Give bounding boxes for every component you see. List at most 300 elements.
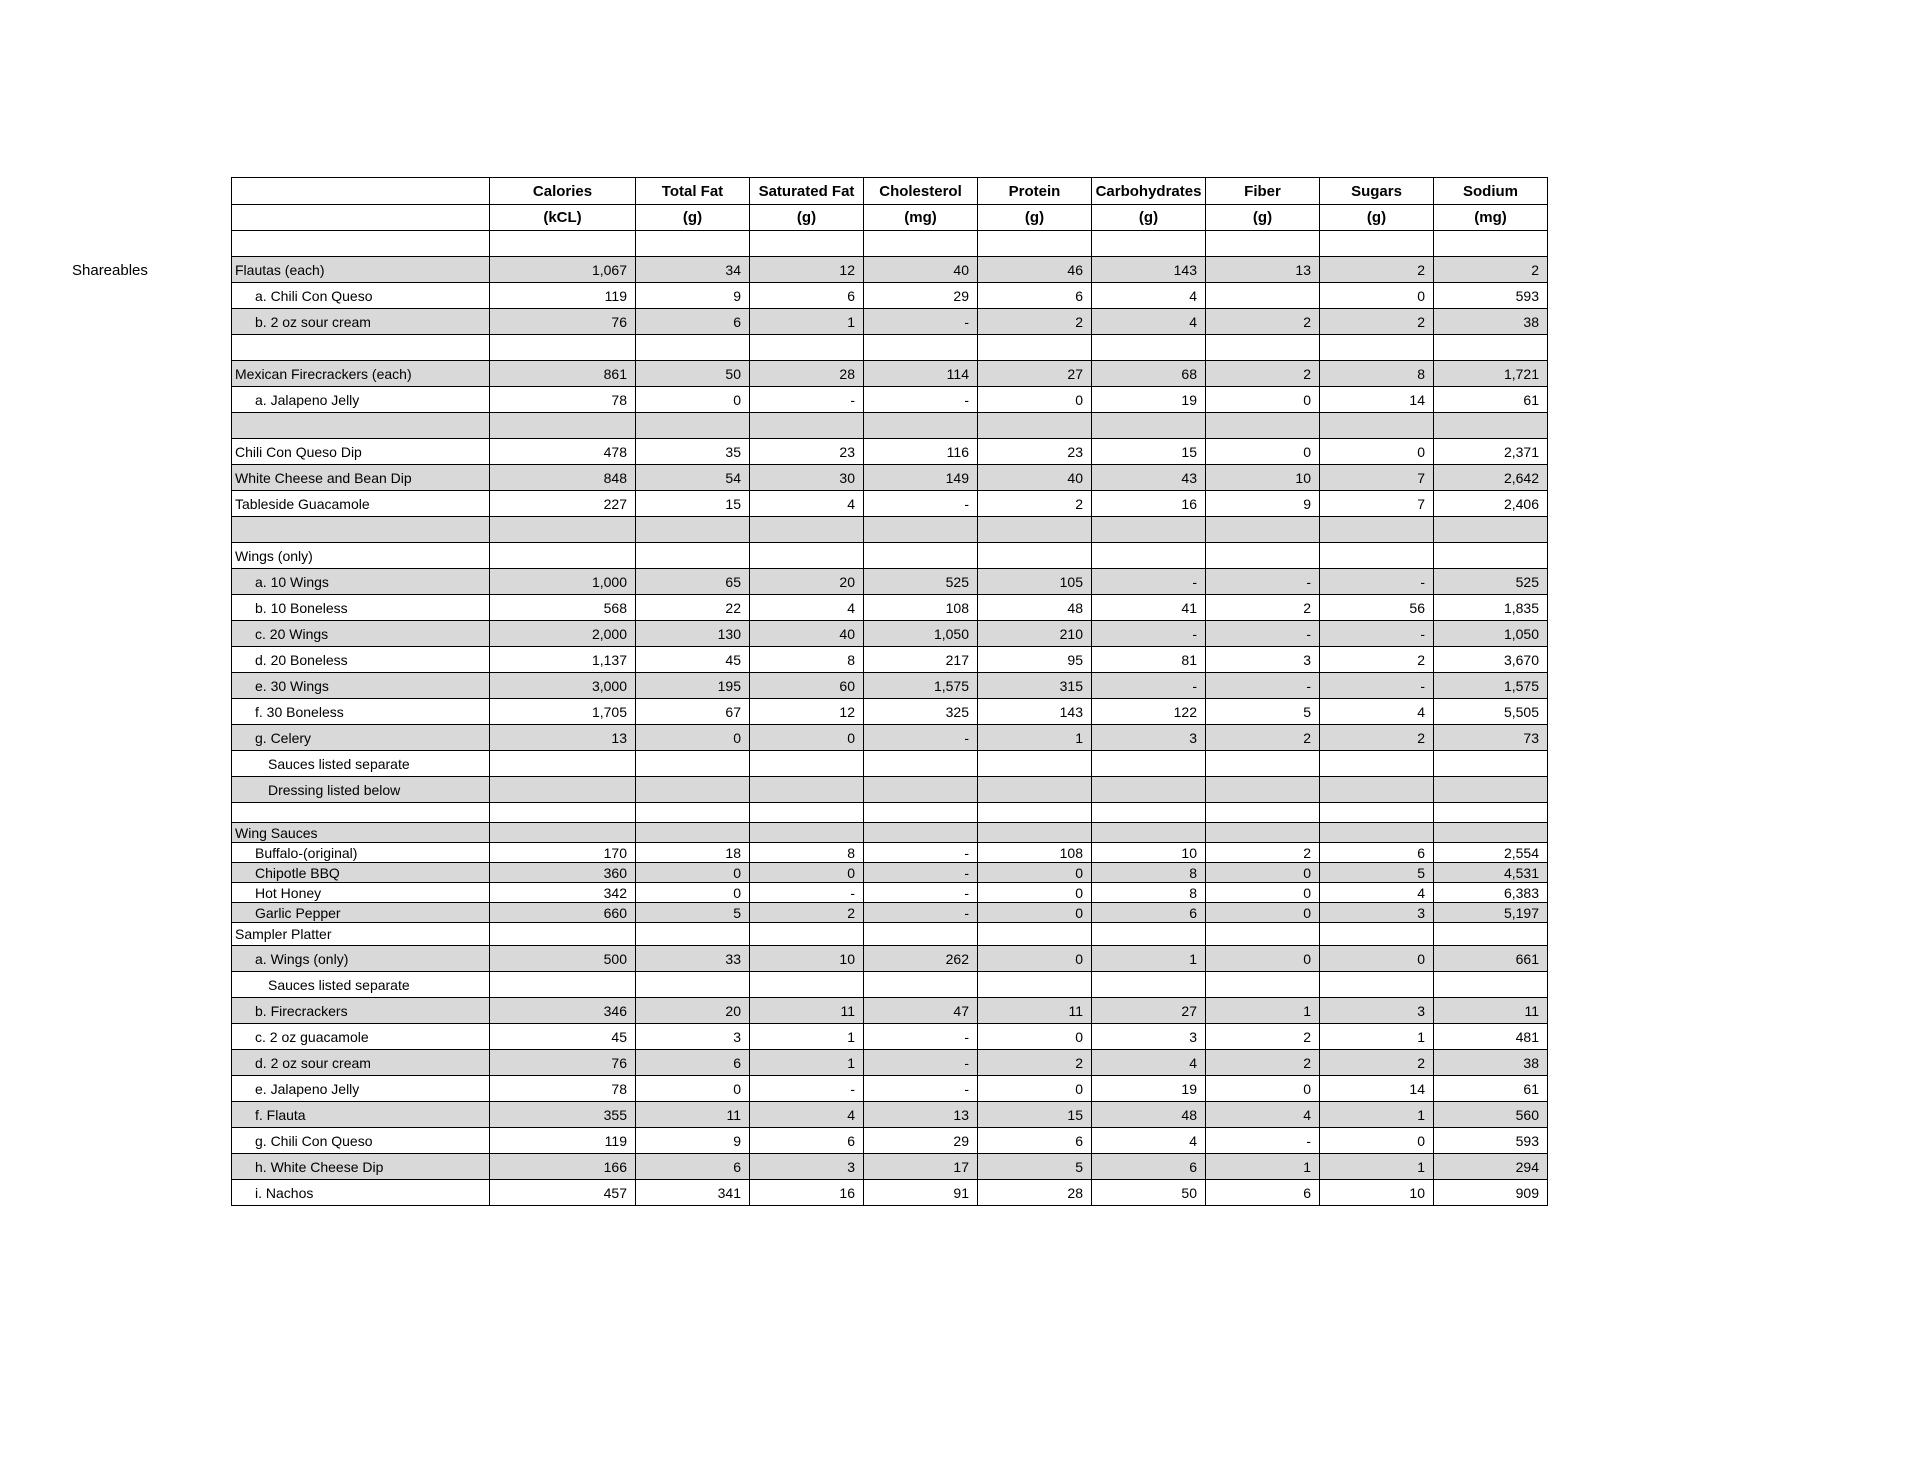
table-row: [232, 465, 1548, 491]
column-unit: (g): [750, 205, 864, 231]
nutrient-value: -: [864, 863, 978, 883]
nutrient-value: [864, 803, 978, 823]
nutrient-value: 1: [1320, 1102, 1434, 1128]
nutrient-value: 11: [750, 998, 864, 1024]
nutrient-value: [1206, 923, 1320, 946]
nutrient-value: [490, 231, 636, 257]
nutrient-value: [1434, 923, 1548, 946]
nutrient-value: 342: [490, 883, 636, 903]
nutrient-value: 4: [1320, 699, 1434, 725]
nutrient-value: 4: [1092, 309, 1206, 335]
nutrient-value: 40: [750, 621, 864, 647]
item-name: b. 2 oz sour cream: [232, 309, 490, 335]
nutrient-value: 3: [1206, 647, 1320, 673]
nutrient-value: -: [864, 883, 978, 903]
nutrient-value: 10: [1206, 465, 1320, 491]
nutrient-value: [978, 972, 1092, 998]
item-name: a. Wings (only): [232, 946, 490, 972]
nutrient-value: 48: [978, 595, 1092, 621]
nutrient-value: 9: [636, 1128, 750, 1154]
nutrient-value: [636, 823, 750, 843]
item-name: b. Firecrackers: [232, 998, 490, 1024]
column-header: Fiber: [1206, 178, 1320, 205]
nutrient-value: 2,371: [1434, 439, 1548, 465]
nutrient-value: 0: [1206, 1076, 1320, 1102]
item-name: [232, 335, 490, 361]
nutrient-value: 54: [636, 465, 750, 491]
nutrient-value: 41: [1092, 595, 1206, 621]
nutrient-value: 2,554: [1434, 843, 1548, 863]
nutrient-value: 13: [1206, 257, 1320, 283]
nutrient-value: [1092, 823, 1206, 843]
column-header: Total Fat: [636, 178, 750, 205]
nutrient-value: [750, 335, 864, 361]
nutrient-value: 5: [1320, 863, 1434, 883]
nutrient-value: [978, 413, 1092, 439]
nutrient-value: 457: [490, 1180, 636, 1206]
nutrient-value: 0: [636, 387, 750, 413]
nutrient-value: 23: [750, 439, 864, 465]
nutrient-value: 1,575: [864, 673, 978, 699]
nutrient-value: -: [1320, 673, 1434, 699]
column-header: Protein: [978, 178, 1092, 205]
nutrient-value: 14: [1320, 387, 1434, 413]
table-row: [232, 843, 1548, 863]
nutrient-value: 3: [750, 1154, 864, 1180]
nutrient-value: 68: [1092, 361, 1206, 387]
nutrient-value: 861: [490, 361, 636, 387]
nutrient-value: 1,137: [490, 647, 636, 673]
header-blank: [232, 205, 490, 231]
item-name: a. Jalapeno Jelly: [232, 387, 490, 413]
nutrient-value: [1320, 335, 1434, 361]
nutrient-value: [1206, 517, 1320, 543]
column-unit: (kCL): [490, 205, 636, 231]
nutrient-value: [978, 543, 1092, 569]
nutrient-value: [864, 923, 978, 946]
nutrient-value: 11: [636, 1102, 750, 1128]
nutrient-value: [1206, 283, 1320, 309]
nutrient-value: 593: [1434, 283, 1548, 309]
nutrient-value: [1206, 777, 1320, 803]
nutrition-grid: [231, 177, 1548, 1206]
nutrient-value: 6: [750, 1128, 864, 1154]
item-name: f. 30 Boneless: [232, 699, 490, 725]
nutrient-value: 227: [490, 491, 636, 517]
nutrient-value: [1092, 413, 1206, 439]
table-row: [232, 361, 1548, 387]
table-row: [232, 1180, 1548, 1206]
nutrient-value: [1434, 823, 1548, 843]
nutrient-value: 4: [750, 491, 864, 517]
nutrient-value: 81: [1092, 647, 1206, 673]
nutrient-value: 325: [864, 699, 978, 725]
nutrient-value: [636, 803, 750, 823]
nutrient-value: 11: [978, 998, 1092, 1024]
nutrient-value: 0: [978, 946, 1092, 972]
nutrient-value: 45: [636, 647, 750, 673]
nutrient-value: 593: [1434, 1128, 1548, 1154]
column-unit: (g): [978, 205, 1092, 231]
nutrient-value: 10: [1092, 843, 1206, 863]
item-name: Dressing listed below: [232, 777, 490, 803]
nutrient-value: [750, 803, 864, 823]
table-body: [232, 231, 1548, 1206]
table-row: [232, 823, 1548, 843]
nutrient-value: 15: [1092, 439, 1206, 465]
nutrient-value: -: [864, 843, 978, 863]
nutrient-value: 30: [750, 465, 864, 491]
nutrient-value: [1206, 751, 1320, 777]
nutrient-value: [1092, 923, 1206, 946]
nutrient-value: 20: [636, 998, 750, 1024]
item-name: i. Nachos: [232, 1180, 490, 1206]
nutrient-value: [1092, 517, 1206, 543]
table-row: [232, 1154, 1548, 1180]
nutrient-value: 170: [490, 843, 636, 863]
nutrient-value: 2: [1320, 725, 1434, 751]
nutrient-value: 38: [1434, 1050, 1548, 1076]
nutrient-value: 2: [1320, 257, 1434, 283]
nutrient-value: -: [1320, 569, 1434, 595]
nutrient-value: 143: [978, 699, 1092, 725]
nutrient-value: [978, 751, 1092, 777]
nutrient-value: 1: [750, 309, 864, 335]
nutrient-value: 20: [750, 569, 864, 595]
nutrient-value: -: [750, 1076, 864, 1102]
nutrient-value: 1,835: [1434, 595, 1548, 621]
nutrient-value: [864, 231, 978, 257]
nutrient-value: [750, 517, 864, 543]
nutrient-value: 0: [1320, 946, 1434, 972]
nutrient-value: 2: [1206, 843, 1320, 863]
nutrient-value: -: [1320, 621, 1434, 647]
column-unit: (g): [1092, 205, 1206, 231]
table-row: [232, 946, 1548, 972]
nutrient-value: 360: [490, 863, 636, 883]
nutrient-value: [1206, 972, 1320, 998]
nutrient-value: 9: [636, 283, 750, 309]
nutrient-value: 122: [1092, 699, 1206, 725]
nutrient-value: [1206, 823, 1320, 843]
item-name: Flautas (each): [232, 257, 490, 283]
item-name: d. 20 Boneless: [232, 647, 490, 673]
nutrient-value: [750, 751, 864, 777]
nutrient-value: [1320, 803, 1434, 823]
nutrient-value: 19: [1092, 387, 1206, 413]
nutrient-value: 13: [490, 725, 636, 751]
nutrient-value: -: [864, 1050, 978, 1076]
nutrient-value: 33: [636, 946, 750, 972]
nutrient-value: [1092, 751, 1206, 777]
nutrient-value: 1,050: [1434, 621, 1548, 647]
nutrient-value: [490, 335, 636, 361]
nutrient-value: [490, 923, 636, 946]
nutrient-value: -: [864, 725, 978, 751]
nutrient-value: [750, 543, 864, 569]
nutrient-value: -: [1092, 621, 1206, 647]
nutrient-value: 262: [864, 946, 978, 972]
item-name: White Cheese and Bean Dip: [232, 465, 490, 491]
nutrient-value: 4: [1092, 1050, 1206, 1076]
table-row: [232, 517, 1548, 543]
table-row: [232, 863, 1548, 883]
nutrient-value: 341: [636, 1180, 750, 1206]
nutrient-value: 481: [1434, 1024, 1548, 1050]
nutrient-value: 2: [750, 903, 864, 923]
item-name: e. Jalapeno Jelly: [232, 1076, 490, 1102]
nutrient-value: 29: [864, 283, 978, 309]
nutrient-value: 7: [1320, 465, 1434, 491]
nutrient-value: 2: [1320, 1050, 1434, 1076]
item-name: Mexican Firecrackers (each): [232, 361, 490, 387]
nutrient-value: [1434, 751, 1548, 777]
nutrient-value: 105: [978, 569, 1092, 595]
nutrient-value: 848: [490, 465, 636, 491]
nutrient-value: 2: [1206, 595, 1320, 621]
nutrient-value: 3: [1092, 1024, 1206, 1050]
nutrient-value: 5: [1206, 699, 1320, 725]
nutrient-value: [750, 972, 864, 998]
item-name: Sauces listed separate: [232, 751, 490, 777]
nutrient-value: [1434, 777, 1548, 803]
nutrient-value: -: [864, 1076, 978, 1102]
nutrient-value: [1320, 777, 1434, 803]
item-name: Wing Sauces: [232, 823, 490, 843]
nutrient-value: 6: [978, 1128, 1092, 1154]
table-row: [232, 923, 1548, 946]
nutrient-value: 0: [636, 883, 750, 903]
nutrient-value: 65: [636, 569, 750, 595]
nutrient-value: 0: [978, 863, 1092, 883]
nutrient-value: 2: [1206, 1050, 1320, 1076]
nutrient-value: [1092, 335, 1206, 361]
nutrient-value: 3: [1092, 725, 1206, 751]
nutrient-value: [864, 777, 978, 803]
nutrient-value: 0: [1206, 439, 1320, 465]
header-row-names: [232, 178, 1548, 205]
nutrient-value: 61: [1434, 1076, 1548, 1102]
nutrient-value: 1: [750, 1050, 864, 1076]
nutrient-value: -: [864, 491, 978, 517]
nutrient-value: 22: [636, 595, 750, 621]
nutrient-value: [490, 803, 636, 823]
nutrient-value: 29: [864, 1128, 978, 1154]
nutrient-value: 4: [1320, 883, 1434, 903]
nutrient-value: 2: [1206, 725, 1320, 751]
table-row: [232, 972, 1548, 998]
table-row: [232, 699, 1548, 725]
nutrient-value: [490, 413, 636, 439]
item-name: Garlic Pepper: [232, 903, 490, 923]
nutrient-value: 16: [750, 1180, 864, 1206]
nutrient-value: [864, 335, 978, 361]
nutrient-value: 130: [636, 621, 750, 647]
nutrient-value: 2: [1320, 647, 1434, 673]
nutrient-value: 478: [490, 439, 636, 465]
nutrient-value: 217: [864, 647, 978, 673]
nutrition-table: [231, 177, 1548, 1206]
item-name: g. Chili Con Queso: [232, 1128, 490, 1154]
item-name: [232, 413, 490, 439]
nutrient-value: 6: [636, 1154, 750, 1180]
table-row: [232, 777, 1548, 803]
nutrient-value: [636, 335, 750, 361]
item-name: b. 10 Boneless: [232, 595, 490, 621]
nutrient-value: [978, 517, 1092, 543]
item-name: c. 20 Wings: [232, 621, 490, 647]
nutrient-value: 6: [1092, 1154, 1206, 1180]
nutrient-value: [1092, 231, 1206, 257]
nutrient-value: 0: [1206, 883, 1320, 903]
nutrient-value: [1092, 972, 1206, 998]
nutrient-value: 0: [636, 725, 750, 751]
item-name: g. Celery: [232, 725, 490, 751]
nutrient-value: 0: [1320, 1128, 1434, 1154]
nutrient-value: 2: [1206, 309, 1320, 335]
column-header: Sodium: [1434, 178, 1548, 205]
nutrient-value: [490, 823, 636, 843]
nutrient-value: 15: [978, 1102, 1092, 1128]
nutrient-value: [1320, 517, 1434, 543]
nutrient-value: 8: [1092, 863, 1206, 883]
nutrient-value: 2,000: [490, 621, 636, 647]
nutrient-value: 46: [978, 257, 1092, 283]
nutrient-value: 210: [978, 621, 1092, 647]
table-row: [232, 883, 1548, 903]
nutrient-value: 4: [1092, 1128, 1206, 1154]
table-row: [232, 1050, 1548, 1076]
table-row: [232, 439, 1548, 465]
nutrient-value: 61: [1434, 387, 1548, 413]
table-row: [232, 647, 1548, 673]
nutrient-value: 50: [636, 361, 750, 387]
nutrient-value: 525: [1434, 569, 1548, 595]
nutrient-value: 14: [1320, 1076, 1434, 1102]
nutrient-value: 149: [864, 465, 978, 491]
nutrient-value: [1206, 543, 1320, 569]
nutrient-value: 560: [1434, 1102, 1548, 1128]
nutrient-value: 355: [490, 1102, 636, 1128]
nutrient-value: [1320, 751, 1434, 777]
nutrient-value: [636, 413, 750, 439]
nutrient-value: -: [1206, 569, 1320, 595]
nutrient-value: 4: [1206, 1102, 1320, 1128]
nutrient-value: 27: [978, 361, 1092, 387]
nutrient-value: 1: [1092, 946, 1206, 972]
nutrient-value: -: [1092, 673, 1206, 699]
nutrient-value: [1434, 803, 1548, 823]
nutrient-value: 500: [490, 946, 636, 972]
column-unit: (g): [636, 205, 750, 231]
column-unit: (mg): [1434, 205, 1548, 231]
nutrient-value: 166: [490, 1154, 636, 1180]
item-name: Buffalo-(original): [232, 843, 490, 863]
nutrient-value: [1206, 413, 1320, 439]
nutrient-value: 3,000: [490, 673, 636, 699]
nutrient-value: 3,670: [1434, 647, 1548, 673]
table-row: [232, 257, 1548, 283]
table-row: [232, 673, 1548, 699]
item-name: f. Flauta: [232, 1102, 490, 1128]
table-row: [232, 387, 1548, 413]
nutrient-value: 0: [978, 883, 1092, 903]
nutrient-value: 2,406: [1434, 491, 1548, 517]
nutrient-value: [750, 777, 864, 803]
nutrient-value: 16: [1092, 491, 1206, 517]
nutrient-value: 108: [864, 595, 978, 621]
column-header: Cholesterol: [864, 178, 978, 205]
nutrient-value: 568: [490, 595, 636, 621]
nutrient-value: [1320, 923, 1434, 946]
nutrient-value: 11: [1434, 998, 1548, 1024]
nutrient-value: [1434, 231, 1548, 257]
nutrient-value: -: [750, 387, 864, 413]
item-name: Wings (only): [232, 543, 490, 569]
nutrient-value: [750, 923, 864, 946]
nutrient-value: [1434, 413, 1548, 439]
nutrient-value: [1206, 231, 1320, 257]
nutrient-value: [1092, 777, 1206, 803]
section-label-shareables: Shareables: [72, 262, 148, 279]
table-row: [232, 491, 1548, 517]
table-row: [232, 1076, 1548, 1102]
table-row: [232, 335, 1548, 361]
nutrient-value: 660: [490, 903, 636, 923]
nutrient-value: 0: [1206, 946, 1320, 972]
item-name: [232, 803, 490, 823]
nutrient-value: [864, 413, 978, 439]
nutrient-value: [750, 413, 864, 439]
item-name: [232, 517, 490, 543]
nutrient-value: 56: [1320, 595, 1434, 621]
nutrient-value: 0: [636, 863, 750, 883]
nutrient-value: 2: [1434, 257, 1548, 283]
table-row: [232, 621, 1548, 647]
nutrient-value: 2: [978, 491, 1092, 517]
nutrient-value: 9: [1206, 491, 1320, 517]
nutrient-value: [1092, 803, 1206, 823]
nutrient-value: 78: [490, 1076, 636, 1102]
nutrient-value: -: [1206, 621, 1320, 647]
nutrient-value: 5,197: [1434, 903, 1548, 923]
table-row: [232, 903, 1548, 923]
nutrient-value: 1,705: [490, 699, 636, 725]
nutrient-value: 28: [978, 1180, 1092, 1206]
nutrient-value: 3: [1320, 998, 1434, 1024]
nutrient-value: 0: [1320, 439, 1434, 465]
nutrient-value: -: [864, 903, 978, 923]
item-name: Hot Honey: [232, 883, 490, 903]
nutrient-value: 0: [750, 863, 864, 883]
nutrient-value: 661: [1434, 946, 1548, 972]
nutrient-value: [636, 231, 750, 257]
column-header: Saturated Fat: [750, 178, 864, 205]
nutrient-value: [1206, 335, 1320, 361]
nutrient-value: 0: [978, 387, 1092, 413]
nutrient-value: 27: [1092, 998, 1206, 1024]
nutrient-value: 1: [1206, 998, 1320, 1024]
nutrient-value: [636, 923, 750, 946]
nutrient-value: 909: [1434, 1180, 1548, 1206]
nutrient-value: 1,575: [1434, 673, 1548, 699]
nutrient-value: 4: [750, 1102, 864, 1128]
nutrient-value: 34: [636, 257, 750, 283]
nutrient-value: 143: [1092, 257, 1206, 283]
nutrient-value: -: [1092, 569, 1206, 595]
nutrient-value: 8: [750, 843, 864, 863]
column-header: Calories: [490, 178, 636, 205]
